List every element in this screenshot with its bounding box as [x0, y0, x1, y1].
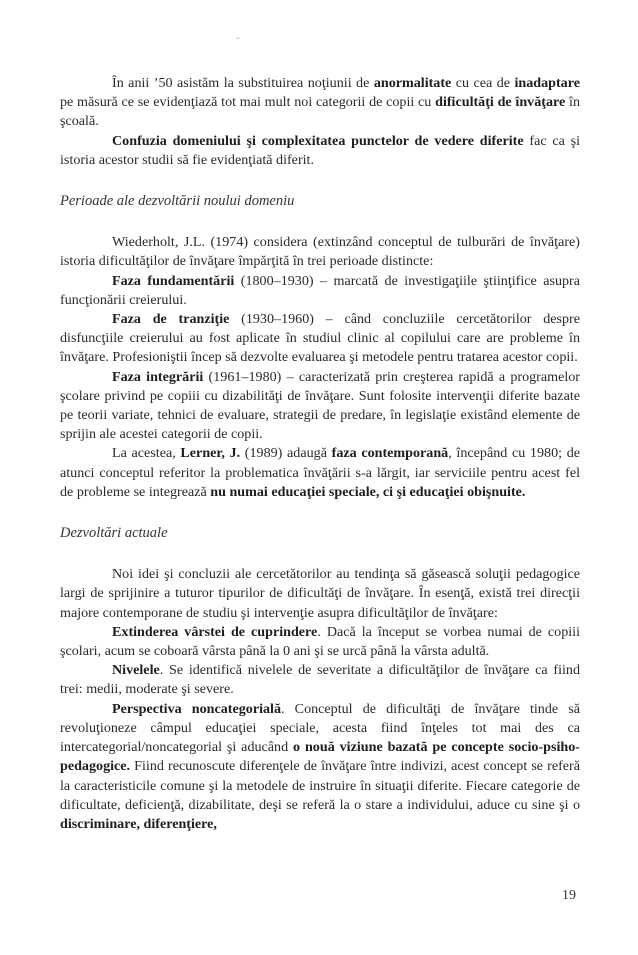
paragraph-1: În anii ’50 asistăm la substituirea noţiunii de anormalitate cu cea de inadaptare pe măsură ce se evidenţiază tot mai mult noi categorii de copii cu dificultăţi de învăţare în şcoală.: [60, 75, 580, 130]
paragraph-phase-foundation: Faza fundamentării (1800–1930) – marcată de investigaţiile ştiinţifice asupra funcţionării creierului.: [60, 272, 580, 308]
paragraph-phase-integration: Faza integrării (1961–1980) – caracterizată prin creşterea rapidă a programelor şcolare privind pe copiii cu dizabilităţi de învăţare. Sunt folosite intervenţii diferite bazate pe teorii variate, tehnici de evaluare, strategii de predare, în legislaţie existând elemente de sprijin ale acestei categorii de copii.: [60, 368, 580, 443]
paragraph-contemporary-phase: La acestea, Lerner, J. (1989) adaugă faza contemporană, începând cu 1980; de atunci conceptul referitor la problematica învăţării s-a lărgit, iar serviciile pentru acest fel de probleme se integrează nu numai educaţiei speciale, ci şi educaţiei obişnuite.: [60, 445, 580, 500]
document-page: [60, 74, 580, 834]
paragraph-noncategorial: Perspectiva noncategorială. Conceptul de dificultăţi de învăţare tinde să revoluţioneze câmpul educaţiei speciale, acesta fiind înţeles tot mai des ca intercategorial/noncategorial şi aducând o nouă viziune bazată pe concepte socio-psiho-pedagogice. Fiind recunoscute diferenţele de învăţare între indivizi, acest concept se referă la caracteristicile comune şi la metodele de instruire în situaţii diferite. Fiecare categorie de dificultate, deficienţă, dizabilitate, deşi se referă la o stare a individului, aduce cu sine şi o discriminare, diferenţiere,: [60, 700, 580, 832]
paragraph-levels: Nivelele. Se identifică nivelele de severitate a dificultăţilor de învăţare ca fiind trei: medii, moderate şi severe.: [60, 662, 580, 698]
section-heading-developments: Dezvoltări actuale: [60, 525, 168, 542]
header-mark: -: [236, 30, 240, 44]
paragraph-8: Noi idei şi concluzii ale cercetătorilor au tendinţa să găsească soluţii pedagogice largi de sprijinire a tuturor tipurilor de dificultăţi de învăţare. În esenţă, există trei direcţii majore contemporane de studiu şi intervenţie asupra dificultăţilor de învăţare:: [60, 566, 580, 621]
section-heading-periods: Perioade ale dezvoltării noului domeniu: [60, 193, 295, 210]
paragraph-age-extension: Extinderea vârstei de cuprindere. Dacă la început se vorbea numai de copiii şcolari, acum se coboară vârsta până la 0 ani şi se urcă până la vârsta adultă.: [60, 623, 580, 660]
paragraph-3: Wiederholt, J.L. (1974) considera (extinzând conceptul de tulburări de învăţare) istoria dificultăţilor de învăţare împărţită în trei perioade distincte:: [60, 234, 580, 270]
paragraph-phase-transition: Faza de tranziţie (1930–1960) – când concluziile cercetătorilor despre disfuncţiile creierului au fost aplicate în studiul clinic al copilului care are probleme în învăţare. Profesioniştii încep să dezvolte evaluarea şi metodele pentru tratarea acestor copii.: [60, 311, 581, 366]
page-number: 19: [562, 888, 576, 903]
paragraph-2: Confuzia domeniului şi complexitatea punctelor de vedere diferite fac ca şi istoria acestor studii să fie evidenţiată diferit.: [60, 132, 580, 168]
